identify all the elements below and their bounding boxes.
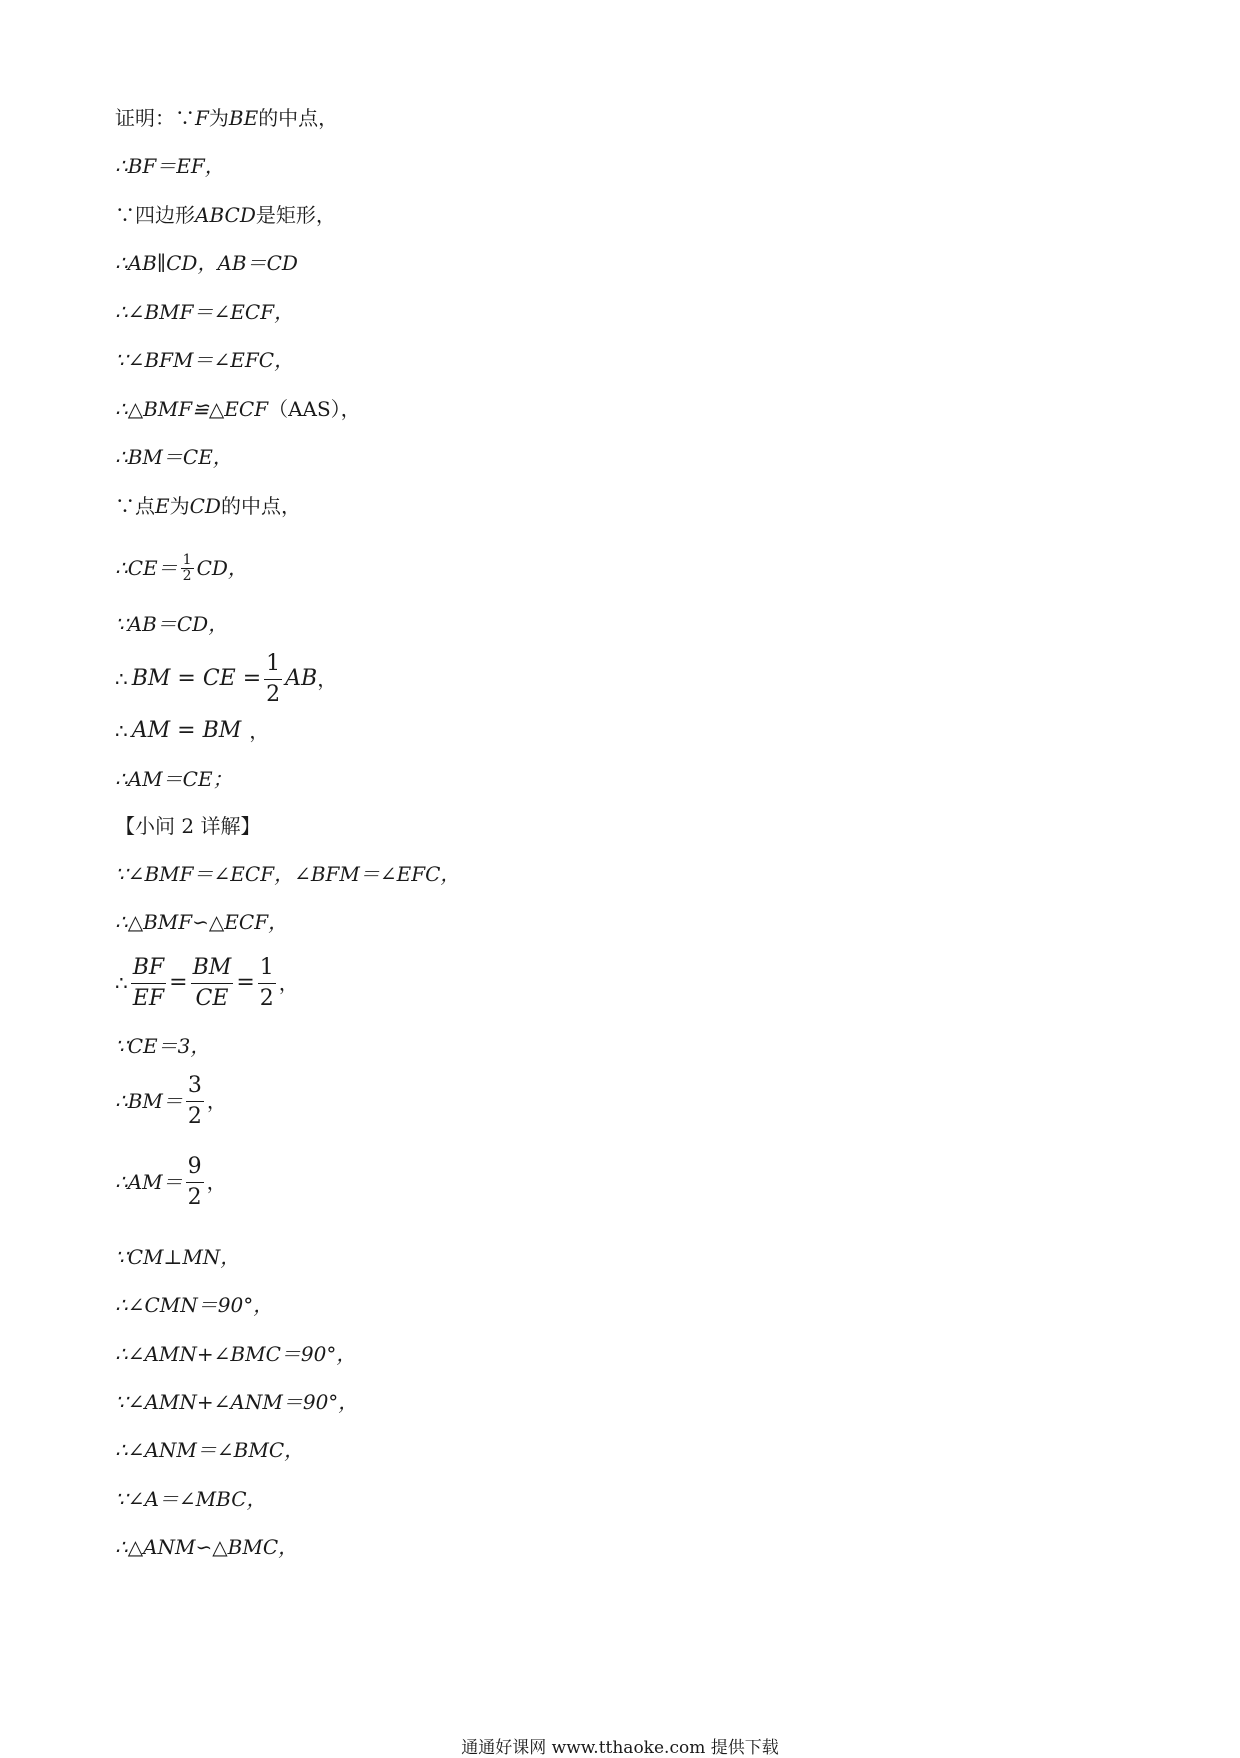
- fraction: [258, 953, 276, 1014]
- text: 的中点，: [220, 494, 301, 518]
- proof-line-4: ∴AB∥CD，AB＝CD: [115, 251, 298, 275]
- text: 为: [169, 494, 190, 518]
- numerator: 1: [264, 649, 282, 680]
- text: ，: [278, 971, 299, 995]
- proof-line-17: [115, 947, 299, 1019]
- text: ，: [249, 719, 270, 743]
- math-expr: CD，: [196, 556, 248, 580]
- proof-line-12: [115, 648, 337, 710]
- math-expr: ∴BM＝: [115, 1089, 183, 1113]
- math-expr: AB: [285, 666, 318, 691]
- math-var: ABCD: [195, 203, 256, 227]
- text: ，: [206, 1089, 227, 1113]
- proof-line-10: [115, 546, 248, 590]
- equals-sign: =: [236, 970, 255, 995]
- equals-sign: =: [169, 970, 188, 995]
- math-expr: ∴△BMF≌△ECF: [115, 397, 269, 421]
- therefore-symbol: ∴: [115, 667, 128, 691]
- proof-line-2: ∴BF＝EF，: [115, 154, 225, 178]
- section-heading-2: 【小问 2 详解】: [115, 814, 261, 838]
- text: ∵四边形: [115, 203, 195, 227]
- proof-line-9: [115, 492, 301, 520]
- proof-line-11: ∵AB＝CD，: [115, 612, 229, 636]
- proof-line-13: [115, 717, 269, 745]
- numerator: BF: [131, 953, 166, 984]
- fraction: [191, 953, 234, 1014]
- denominator: 2: [259, 985, 274, 1011]
- proof-line-25: ∴∠ANM＝∠BMC，: [115, 1438, 305, 1462]
- numerator: 1: [258, 953, 276, 984]
- fraction: [131, 953, 166, 1014]
- therefore-symbol: ∴: [115, 719, 128, 743]
- text: 为: [208, 106, 229, 130]
- proof-line-18: ∵CE＝3，: [115, 1034, 211, 1058]
- fraction: [186, 1152, 204, 1213]
- math-var: E: [155, 494, 170, 518]
- text: ∵点: [115, 494, 155, 518]
- fraction: [181, 553, 194, 584]
- therefore-symbol: ∴: [115, 971, 128, 995]
- page-footer: 通通好课网 www.tthaoke.com 提供下载: [461, 1738, 779, 1758]
- proof-line-3: [115, 201, 336, 229]
- math-var: BE: [228, 106, 259, 130]
- proof-line-27: ∴△ANM∽△BMC，: [115, 1535, 299, 1559]
- math-var: F: [195, 106, 209, 130]
- proof-line-15: ∵∠BMF＝∠ECF，∠BFM＝∠EFC，: [115, 862, 461, 886]
- proof-line-5: ∴∠BMF＝∠ECF，: [115, 300, 295, 324]
- text: （AAS），: [268, 397, 361, 421]
- math-expr: AM = BM: [131, 718, 242, 743]
- fraction: [264, 649, 282, 710]
- proof-line-19: [115, 1070, 227, 1132]
- text: 是矩形，: [255, 203, 336, 227]
- proof-line-6: ∵∠BFM＝∠EFC，: [115, 348, 295, 372]
- text: ，: [206, 1170, 227, 1194]
- proof-line-16: ∴△BMF∽△ECF，: [115, 910, 289, 934]
- proof-line-21: ∵CM⊥MN，: [115, 1245, 241, 1269]
- proof-line-1: [115, 104, 338, 132]
- proof-line-20: [115, 1151, 227, 1213]
- proof-line-14: ∴AM＝CE；: [115, 767, 233, 791]
- fraction: [186, 1071, 204, 1132]
- numerator: 3: [186, 1071, 204, 1102]
- text: 证明：∵: [115, 106, 195, 130]
- proof-line-8: ∴BM＝CE，: [115, 445, 233, 469]
- math-expr: BM = CE =: [131, 666, 262, 691]
- proof-line-24: ∵∠AMN+∠ANM＝90°，: [115, 1390, 359, 1414]
- denominator: 2: [266, 681, 281, 707]
- math-expr: ∴AM＝: [115, 1170, 183, 1194]
- numerator: 9: [186, 1152, 204, 1183]
- math-expr: ∴CE＝: [115, 556, 178, 580]
- math-var: CD: [189, 494, 221, 518]
- denominator: 2: [187, 1184, 202, 1210]
- proof-line-26: ∵∠A＝∠MBC，: [115, 1487, 267, 1511]
- proof-line-22: ∴∠CMN＝90°，: [115, 1293, 274, 1317]
- proof-line-23: ∴∠AMN+∠BMC＝90°，: [115, 1342, 357, 1366]
- numerator: 1: [182, 551, 192, 568]
- denominator: 2: [182, 567, 192, 584]
- proof-line-7: [115, 395, 361, 423]
- text: 的中点，: [258, 106, 339, 130]
- numerator: BM: [191, 953, 234, 984]
- denominator: EF: [132, 985, 165, 1011]
- denominator: CE: [195, 985, 229, 1011]
- text: ，: [317, 667, 338, 691]
- denominator: 2: [187, 1103, 202, 1129]
